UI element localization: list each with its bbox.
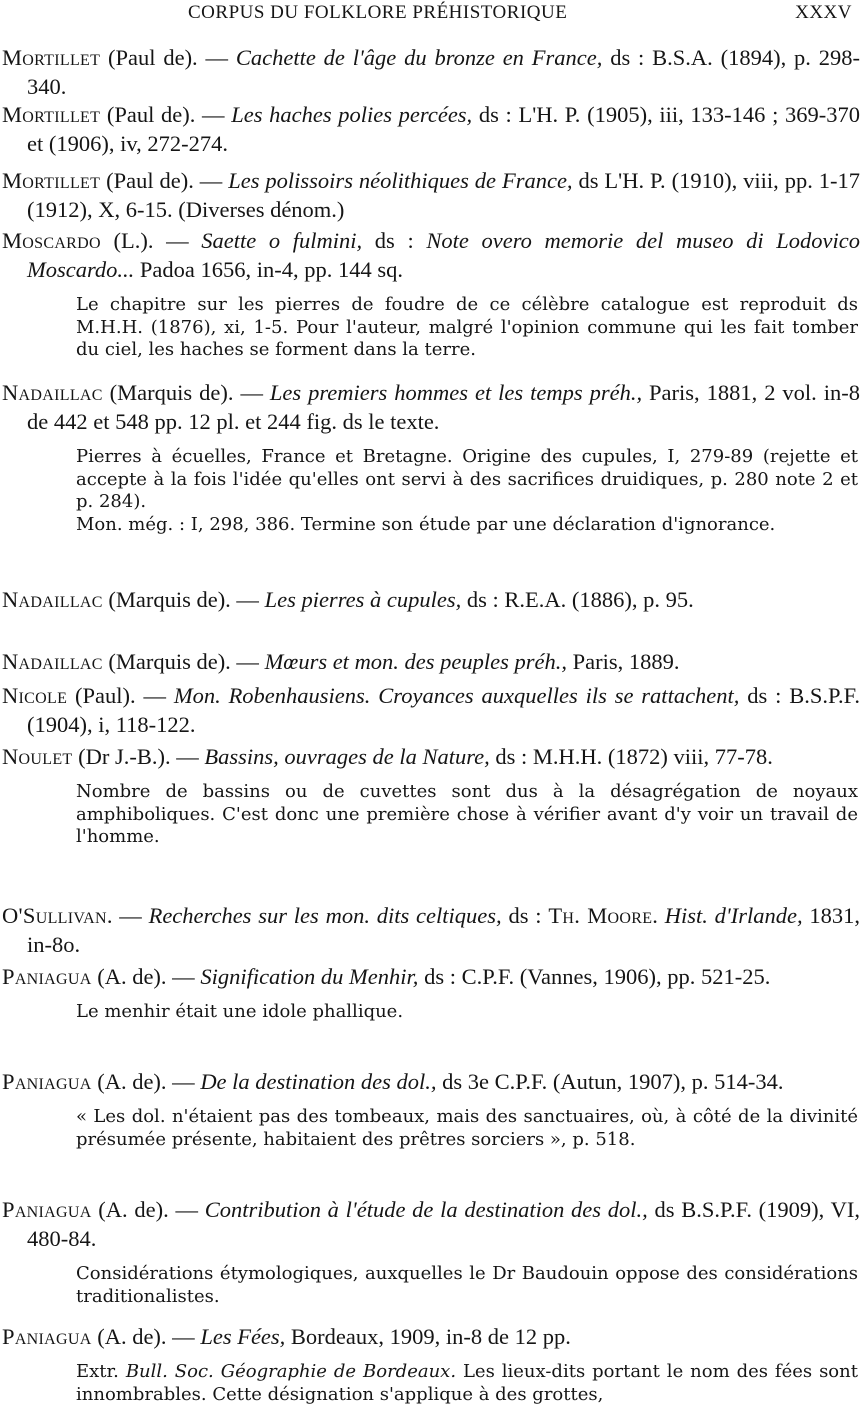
entry-author: Mortillet <box>2 45 101 70</box>
entry-title: Bassins, ouvrages de la Nature, <box>204 744 490 769</box>
entry-title: Contribution à l'étude de la destination des dol., <box>204 1197 648 1222</box>
note-paragraph: Le menhir était une idole phallique. <box>76 1001 404 1022</box>
bibliography-entry <box>0 1067 860 1151</box>
entry-reference: Paniagua (A. de). — Signification du Menhir, ds : C.P.F. (Vannes, 1906), pp. 521-25. <box>2 964 771 989</box>
note-paragraph: Le chapitre sur les pierres de foudre de ce célèbre catalogue est reproduit ds M.H.H. (1876), xi, 1-5. Pour l'auteur, malgré l'opinion commune qui les fait tomber du ciel, les haches se forment dans la terre. <box>76 294 858 360</box>
entry-author: Nadaillac <box>2 649 103 674</box>
bibliography-entry <box>0 962 860 1024</box>
note-paragraph: Extr. Bull. Soc. Géographie de Bordeaux. Les lieux-dits portant le nom des fées sont innombrables. Cette désignation s'applique à des grottes, <box>76 1361 858 1405</box>
bibliography-entry <box>0 1195 860 1308</box>
entry-title: De la destination des dol., <box>200 1069 437 1094</box>
page-number: XXXV <box>795 2 852 23</box>
entry-author: O'Sullivan <box>2 903 107 928</box>
entry-author: Mortillet <box>2 102 101 127</box>
entry-title: Les pierres à cupules, <box>264 587 462 612</box>
entry-author: Nicole <box>2 683 68 708</box>
entry-title: Mœurs et mon. des peuples préh., <box>264 649 568 674</box>
entry-title: Cachette de l'âge du bronze en France, <box>235 45 603 70</box>
entry-note <box>76 1001 858 1024</box>
entry-reference: Nadaillac (Marquis de). — Les premiers hommes et les temps préh., Paris, 1881, 2 vol. in-8 de 442 et 548 pp. 12 pl. et 244 fig. ds le texte. <box>2 380 860 434</box>
bibliography-entry <box>0 43 860 101</box>
entry-reference: Paniagua (A. de). — Contribution à l'étude de la destination des dol., ds B.S.P.F. (1909), VI, 480-84. <box>2 1197 860 1251</box>
bibliography-entry <box>0 226 860 362</box>
entry-title: Les haches polies percées, <box>231 102 473 127</box>
entry-author: Paniagua <box>2 1324 92 1349</box>
bibliography-entry <box>0 742 860 849</box>
entry-reference: Nadaillac (Marquis de). — Mœurs et mon. des peuples préh., Paris, 1889. <box>2 649 680 674</box>
entry-title: Signification du Menhir, <box>200 964 419 989</box>
entry-title: Les Fées, <box>200 1324 286 1349</box>
entry-title: Recherches sur les mon. dits celtiques, <box>148 903 502 928</box>
entry-author-secondary: Th. Moore <box>548 903 653 928</box>
bibliography-entry <box>0 681 860 739</box>
bibliography-entry <box>0 378 860 536</box>
entry-author: Paniagua <box>2 964 92 989</box>
note-paragraph: Nombre de bassins ou de cuvettes sont dus à la désagrégation de noyaux amphiboliques. C'est donc une première chose à vérifier avant d'y voir un travail de l'homme. <box>76 781 858 847</box>
bibliography-entry <box>0 1322 860 1406</box>
entry-author: Paniagua <box>2 1197 92 1222</box>
entry-reference: Paniagua (A. de). — Les Fées, Bordeaux, 1909, in-8 de 12 pp. <box>2 1324 571 1349</box>
entry-title-secondary: Note overo memorie del museo di Lodovico Moscardo... <box>27 228 860 282</box>
entry-note <box>76 1361 858 1406</box>
bibliography-entry <box>0 100 860 158</box>
entry-author: Paniagua <box>2 1069 92 1094</box>
note-paragraph: Mon. még. : I, 298, 386. Termine son étude par une déclaration d'ignorance. <box>76 513 776 535</box>
entry-note <box>76 294 858 362</box>
entry-author: Moscardo <box>2 228 101 253</box>
entry-author: Nadaillac <box>2 587 103 612</box>
note-paragraph: Pierres à écuelles, France et Bretagne. Origine des cupules, I, 279-89 (rejette et accepte à la fois l'idée qu'elles ont servi à des sacrifices druidiques, p. 280 note 2 et p. 284). <box>76 446 858 512</box>
entry-reference: Mortillet (Paul de). — Les haches polies percées, ds : L'H. P. (1905), iii, 133-146 ; 369-370 et (1906), iv, 272-274. <box>2 102 860 156</box>
entry-reference: Mortillet (Paul de). — Cachette de l'âge du bronze en France, ds : B.S.A. (1894), p. 298-340. <box>2 45 860 99</box>
bibliography-entry <box>0 901 860 959</box>
entry-author: Nadaillac <box>2 380 103 405</box>
entry-note <box>76 1263 858 1308</box>
entry-reference: Nicole (Paul). — Mon. Robenhausiens. Croyances auxquelles ils se rattachent, ds : B.S.P.F. (1904), i, 118-122. <box>2 683 860 737</box>
entry-reference: O'Sullivan. — Recherches sur les mon. dits celtiques, ds : Th. Moore. Hist. d'Irlande, 1831, in-8o. <box>2 903 860 957</box>
header-title: CORPUS DU FOLKLORE PRÉHISTORIQUE <box>188 2 568 23</box>
entry-note <box>76 446 858 536</box>
entry-author: Noulet <box>2 744 73 769</box>
note-title: Bull. Soc. Géographie de Bordeaux. <box>125 1361 457 1382</box>
entry-title: Les polissoirs néolithiques de France, <box>228 168 573 193</box>
note-paragraph: « Les dol. n'étaient pas des tombeaux, mais des sanctuaires, où, à côté de la divinité présumée présente, habitaient des prêtres sorciers », p. 518. <box>76 1106 858 1150</box>
entry-reference: Paniagua (A. de). — De la destination des dol., ds 3e C.P.F. (Autun, 1907), p. 514-34. <box>2 1069 784 1094</box>
entry-reference: Mortillet (Paul de). — Les polissoirs néolithiques de France, ds L'H. P. (1910), viii, pp. 1-17 (1912), X, 6-15. (Diverses dénom.) <box>2 168 860 222</box>
bibliography-entry <box>0 585 860 614</box>
bibliography-entry <box>0 166 860 224</box>
entry-reference: Noulet (Dr J.-B.). — Bassins, ouvrages de la Nature, ds : M.H.H. (1872) viii, 77-78. <box>2 744 773 769</box>
entry-title: Saette o fulmini, <box>201 228 363 253</box>
entry-title: Les premiers hommes et les temps préh., <box>269 380 643 405</box>
entry-note <box>76 781 858 849</box>
entry-note <box>76 1106 858 1151</box>
entry-author: Mortillet <box>2 168 101 193</box>
entry-title: Mon. Robenhausiens. Croyances auxquelles ils se rattachent, <box>173 683 740 708</box>
entry-reference: Nadaillac (Marquis de). — Les pierres à cupules, ds : R.E.A. (1886), p. 95. <box>2 587 694 612</box>
bibliography-entry <box>0 647 860 676</box>
note-paragraph: Considérations étymologiques, auxquelles le Dr Baudouin oppose des considérations traditionalistes. <box>76 1263 858 1307</box>
entry-title-secondary: Hist. d'Irlande, <box>664 903 803 928</box>
running-header <box>0 2 860 28</box>
entry-reference: Moscardo (L.). — Saette o fulmini, ds : Note overo memorie del museo di Lodovico Moscardo... Padoa 1656, in-4, pp. 144 sq. <box>2 228 860 282</box>
